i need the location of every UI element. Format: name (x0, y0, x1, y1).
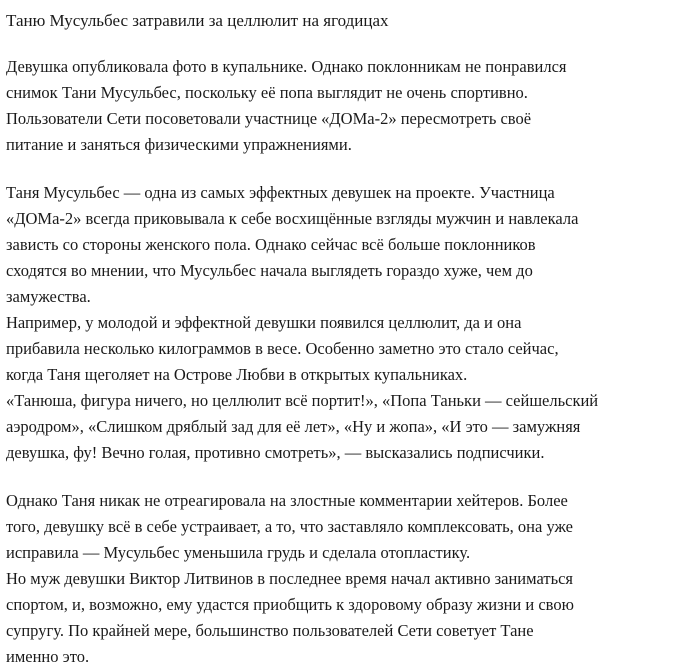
text-line: Пользователи Сети посоветовали участнице «ДОМа-2» пересмотреть своё (6, 109, 532, 128)
paragraph-body-2 (6, 488, 683, 670)
text-line: исправила — Мусульбес уменьшила грудь и сделала отопластику. (6, 543, 471, 562)
text-line: питание и заняться физическими упражнениями. (6, 135, 352, 154)
text-line: когда Таня щеголяет на Острове Любви в открытых купальниках. (6, 365, 468, 384)
text-line: «ДОМа-2» всегда приковывала к себе восхищённые взгляды мужчин и навлекала (6, 209, 579, 228)
paragraph-lead (6, 54, 683, 158)
text-line: Например, у молодой и эффектной девушки появился целлюлит, да и она (6, 313, 522, 332)
text-line: замужества. (6, 287, 91, 306)
text-line: Однако Таня никак не отреагировала на злостные комментарии хейтеров. Более (6, 491, 568, 510)
text-line: девушка, фу! Вечно голая, противно смотреть», — высказались подписчики. (6, 443, 545, 462)
paragraph-body-1 (6, 180, 683, 466)
text-line: того, девушку всё в себе устраивает, а то, что заставляло комплексовать, она уже (6, 517, 574, 536)
text-line: зависть со стороны женского пола. Однако сейчас всё больше поклонников (6, 235, 536, 254)
text-line: прибавила несколько килограммов в весе. Особенно заметно это стало сейчас, (6, 339, 559, 358)
page-title: Таню Мусульбес затравили за целлюлит на ягодицах (6, 11, 389, 30)
text-line: «Танюша, фигура ничего, но целлюлит всё портит!», «Попа Таньки — сейшельский (6, 391, 599, 410)
text-line: именно это. (6, 647, 90, 666)
text-line: Девушка опубликовала фото в купальнике. Однако поклонникам не понравился (6, 57, 567, 76)
text-line: снимок Тани Мусульбес, поскольку её попа выглядит не очень спортивно. (6, 83, 528, 102)
text-line: супругу. По крайней мере, большинство пользователей Сети советует Тане (6, 621, 534, 640)
text-line: Но муж девушки Виктор Литвинов в последнее время начал активно заниматься (6, 569, 574, 588)
text-line: сходятся во мнении, что Мусульбес начала выглядеть гораздо хуже, чем до (6, 261, 533, 280)
text-line: аэродром», «Слишком дряблый зад для её лет», «Ну и жопа», «И это — замужняя (6, 417, 581, 436)
text-line: спортом, и, возможно, ему удастся приобщить к здоровому образу жизни и свою (6, 595, 574, 614)
text-line: Таня Мусульбес — одна из самых эффектных девушек на проекте. Участница (6, 183, 555, 202)
